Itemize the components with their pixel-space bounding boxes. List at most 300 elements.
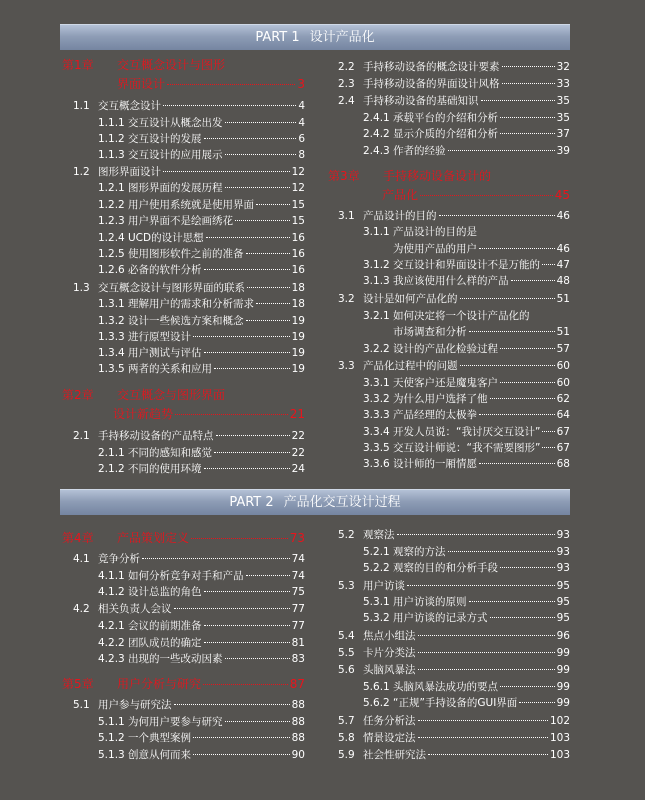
toc-entry[interactable] [338,732,570,745]
entry-number: 1.2.2 [98,199,125,211]
dot-leader [163,105,296,106]
entry-page: 88 [291,699,305,711]
entry-title: 天使客户还是魔鬼客户 [393,377,498,389]
chapter-3-cont[interactable] [382,188,570,203]
entry-page: 4 [298,117,305,129]
dot-leader [225,721,290,722]
entry-number: 5.4 [338,630,355,642]
toc-entry[interactable] [338,715,570,728]
dot-leader [246,575,290,576]
entry-page: 35 [556,95,570,107]
entry-number: 1.2.6 [98,264,125,276]
dot-leader [500,567,555,568]
entry-number: 1.3.4 [98,347,125,359]
dot-leader [247,287,290,288]
dot-leader [500,686,555,687]
entry-number: 1.2 [73,166,90,178]
dot-leader [439,215,555,216]
entry-page: 88 [291,732,305,744]
entry-page: 102 [549,715,570,727]
entry-title: 头脑风暴法 [363,664,416,676]
dot-leader [500,117,555,118]
entry-page: 81 [291,637,305,649]
entry-number: 5.6.1 [363,681,390,693]
dot-leader [502,83,555,84]
entry-page: 46 [556,210,570,222]
entry-title: 理解用户的需求和分析需求 [128,298,254,310]
dot-leader [175,414,288,415]
dot-leader [407,585,555,586]
entry-page: 32 [556,61,570,73]
entry-title: 情景设定法 [363,732,416,744]
dot-leader [511,280,555,281]
dot-leader [418,652,555,653]
toc-entry[interactable] [98,653,305,666]
entry-number: 5.1.2 [98,732,125,744]
entry-number: 4.2 [73,603,90,615]
entry-title: 一个典型案例 [128,732,191,744]
entry-title: 用户参与研究法 [98,699,172,711]
entry-title: 竞争分析 [98,553,140,565]
entry-title: 进行原型设计 [128,331,191,343]
entry-title: 创意从何而来 [128,749,191,761]
entry-number: 5.3.1 [363,596,390,608]
toc-entry[interactable] [363,426,570,439]
entry-page: 103 [549,732,570,744]
entry-page: 19 [291,331,305,343]
entry-title: 交互设计的应用展示 [128,149,223,161]
toc-entry[interactable] [98,620,305,633]
entry-page: 96 [556,630,570,642]
toc-entry[interactable] [363,226,570,239]
toc-entry[interactable] [363,112,570,125]
dot-leader [460,365,555,366]
toc-entry[interactable] [73,166,305,179]
toc-entry[interactable] [338,61,570,74]
entry-page: 12 [291,166,305,178]
entry-title: 焦点小组法 [363,630,416,642]
entry-page: 37 [556,128,570,140]
dot-leader [542,447,554,448]
toc-entry[interactable] [338,210,570,223]
toc-entry[interactable] [363,259,570,272]
entry-number: 2.4.1 [363,112,390,124]
dot-leader [418,737,548,738]
toc-entry[interactable] [363,128,570,141]
entry-title: 产品化过程中的问题 [363,360,458,372]
entry-title: 不同的感知和感觉 [128,447,212,459]
dot-leader [490,617,555,618]
entry-page: 67 [556,426,570,438]
toc-entry[interactable] [98,570,305,583]
entry-title: 开发人员说：“我讨厌交互设计” [393,426,541,438]
entry-title: 卡片分类法 [363,647,416,659]
toc-entry[interactable] [73,699,305,712]
dot-leader [206,237,290,238]
chapter-2-cont[interactable] [113,407,305,422]
dot-leader [448,551,555,552]
chapter-4[interactable] [62,531,305,546]
entry-page: 15 [291,199,305,211]
entry-number: 1.3.1 [98,298,125,310]
entry-title: 必备的软件分析 [128,264,202,276]
entry-title: 观察的目的和分析手段 [393,562,498,574]
toc-entry[interactable] [338,580,570,593]
dot-leader [420,195,553,196]
toc-entry[interactable] [338,293,570,306]
chapter-title: 手持移动设备设计的 [383,169,492,183]
dot-leader [163,171,290,172]
entry-number: 2.2 [338,61,355,73]
toc-entry[interactable] [363,393,570,406]
toc-entry[interactable] [338,630,570,643]
entry-number: 5.1.3 [98,749,125,761]
entry-number: 4.2.1 [98,620,125,632]
toc-entry[interactable] [363,596,570,609]
entry-title: “正规”手持设备的GUI界面 [393,697,518,709]
part-label: PART 2 [229,495,274,510]
dot-leader [500,382,555,383]
entry-page: 51 [556,293,570,305]
entry-page: 15 [291,215,305,227]
entry-page: 48 [556,275,570,287]
chapter-title: 交互概念设计与图形 [117,58,226,72]
entry-number: 1.1.3 [98,149,125,161]
toc-entry[interactable] [98,133,305,146]
entry-page: 93 [556,529,570,541]
dot-leader [246,253,290,254]
entry-number: 3.3.4 [363,426,390,438]
part-label: PART 1 [255,30,300,45]
dot-leader [225,154,297,155]
entry-number: 2.4.3 [363,145,390,157]
entry-number: 5.8 [338,732,355,744]
entry-title: 产品设计的目的是 [393,226,477,238]
entry-page: 95 [556,596,570,608]
toc-entry[interactable] [363,562,570,575]
dot-leader [500,133,555,134]
dot-leader [469,601,555,602]
chapter-title-cont: 界面设计 [117,77,166,91]
entry-title: 设计总监的角色 [128,586,202,598]
entry-title-cont: 为使用产品的用户 [393,243,477,255]
entry-title: 为何用户要参与研究 [128,716,223,728]
entry-title: 交互概念设计与图形界面的联系 [98,282,245,294]
entry-page: 74 [291,570,305,582]
entry-title-cont: 市场调查和分析 [393,326,467,338]
dot-leader [479,248,555,249]
entry-title: 显示介质的介绍和分析 [393,128,498,140]
entry-page: 57 [556,343,570,355]
dot-leader [204,591,290,592]
entry-page: 39 [556,145,570,157]
entry-title: 设计是如何产品化的 [363,293,458,305]
chapter-title: 交互概念与图形界面 [117,388,226,402]
dot-leader [500,348,555,349]
entry-number: 3.3.1 [363,377,390,389]
part-title: 设计产品化 [309,30,375,45]
dot-leader [204,468,290,469]
toc-entry[interactable] [98,716,305,729]
entry-title: 社会性研究法 [363,749,426,761]
entry-number: 5.6.2 [363,697,390,709]
toc-entry[interactable] [73,603,305,616]
toc-entry[interactable] [73,100,305,113]
dot-leader [542,264,555,265]
toc-entry[interactable] [338,647,570,660]
toc-entry[interactable] [98,363,305,376]
entry-page: 16 [291,264,305,276]
entry-title: 手持移动设备的基础知识 [363,95,479,107]
dot-leader [204,625,290,626]
entry-number: 3.3 [338,360,355,372]
entry-title: 作者的经验 [393,145,446,157]
entry-page: 99 [556,697,570,709]
toc-entry[interactable] [338,529,570,542]
toc-entry[interactable] [363,310,570,323]
chapter-number: 第4章 [62,531,94,545]
entry-number: 5.2.2 [363,562,390,574]
entry-title: 承载平台的介绍和分析 [393,112,498,124]
entry-title: 用户使用系统就是使用界面 [128,199,254,211]
entry-title: 用户访谈的原则 [393,596,467,608]
entry-number: 4.1.1 [98,570,125,582]
entry-page: 16 [291,232,305,244]
toc-entry[interactable] [363,275,570,288]
dot-leader [225,122,297,123]
chapter-2[interactable] [62,388,305,403]
entry-page: 8 [298,149,305,161]
entry-page: 93 [556,562,570,574]
toc-entry[interactable] [98,182,305,195]
entry-page: 35 [556,112,570,124]
entry-page: 19 [291,347,305,359]
dot-leader [203,684,288,685]
chapter-1-cont[interactable] [117,77,305,92]
entry-title: 交互设计的发展 [128,133,202,145]
chapter-5[interactable] [62,677,305,692]
entry-number: 2.4 [338,95,355,107]
toc-entry[interactable] [363,697,570,710]
entry-number: 2.1.2 [98,463,125,475]
entry-number: 5.1 [73,699,90,711]
dot-leader [448,150,555,151]
entry-number: 4.2.2 [98,637,125,649]
entry-number: 1.1 [73,100,90,112]
dot-leader [479,463,555,464]
toc-entry[interactable] [98,331,305,344]
entry-number: 1.3.5 [98,363,125,375]
part2-banner [60,489,570,515]
chapter-3[interactable] [328,169,570,184]
toc-entry[interactable] [73,553,305,566]
toc-entry[interactable] [98,117,305,130]
dot-leader [193,336,290,337]
entry-page: 95 [556,612,570,624]
chapter-page: 21 [289,407,305,421]
dot-leader [225,658,290,659]
entry-number: 5.3.2 [363,612,390,624]
toc-entry[interactable] [98,732,305,745]
entry-page: 88 [291,716,305,728]
entry-title: 观察的方法 [393,546,446,558]
entry-number: 3.3.6 [363,458,390,470]
toc-entry[interactable] [338,78,570,91]
toc-entry[interactable] [73,430,305,443]
dot-leader [193,754,290,755]
entry-number: 5.7 [338,715,355,727]
dot-leader [542,431,554,432]
toc-entry[interactable] [338,664,570,677]
toc-entry-cont[interactable] [393,326,570,339]
toc-entry[interactable] [363,681,570,694]
chapter-number: 第2章 [62,388,94,402]
entry-number: 5.2.1 [363,546,390,558]
chapter-page: 3 [297,77,305,91]
dot-leader [469,331,555,332]
toc-entry[interactable] [363,442,570,455]
entry-number: 3.1.2 [363,259,390,271]
toc-entry[interactable] [98,232,305,245]
toc-entry[interactable] [98,298,305,311]
entry-number: 2.1 [73,430,90,442]
toc-entry[interactable] [363,377,570,390]
dot-leader [235,220,290,221]
toc-entry[interactable] [98,463,305,476]
dot-leader [174,608,290,609]
toc-entry[interactable] [73,282,305,295]
entry-number: 3.1.3 [363,275,390,287]
chapter-page: 45 [554,188,570,202]
entry-page: 60 [556,377,570,389]
dot-leader [418,720,548,721]
toc-entry[interactable] [98,149,305,162]
entry-title: 观察法 [363,529,395,541]
part-title: 产品化交互设计过程 [283,495,401,510]
dot-leader [246,320,290,321]
toc-entry[interactable] [338,95,570,108]
entry-page: 77 [291,620,305,632]
toc-entry[interactable] [363,458,570,471]
toc-entry[interactable] [98,199,305,212]
entry-title: 相关负责人会议 [98,603,172,615]
entry-number: 3.3.2 [363,393,390,405]
entry-title: 头脑风暴法成功的要点 [393,681,498,693]
entry-title: 设计的产品化检验过程 [393,343,498,355]
entry-page: 60 [556,360,570,372]
dot-leader [418,635,555,636]
toc-entry[interactable] [98,749,305,762]
dot-leader [225,187,290,188]
entry-title: 手持移动设备的界面设计风格 [363,78,500,90]
toc-entry[interactable] [338,360,570,373]
dot-leader [204,642,290,643]
entry-page: 77 [291,603,305,615]
entry-page: 6 [298,133,305,145]
toc-entry-cont[interactable] [393,243,570,256]
dot-leader [204,138,297,139]
toc-entry[interactable] [98,586,305,599]
toc-entry[interactable] [98,347,305,360]
entry-page: 22 [291,430,305,442]
dot-leader [397,534,555,535]
entry-number: 4.2.3 [98,653,125,665]
toc-entry[interactable] [98,315,305,328]
chapter-1[interactable] [62,58,305,73]
entry-title: 设计一些候选方案和概念 [128,315,244,327]
dot-leader [216,435,290,436]
entry-title: 使用图形软件之前的准备 [128,248,244,260]
entry-page: 51 [556,326,570,338]
dot-leader [191,538,288,539]
entry-title: 图形界面设计 [98,166,161,178]
dot-leader [481,100,555,101]
dot-leader [460,298,555,299]
entry-page: 75 [291,586,305,598]
toc-entry[interactable] [363,409,570,422]
entry-number: 5.3 [338,580,355,592]
entry-title: 会议的前期准备 [128,620,202,632]
dot-leader [519,702,554,703]
toc-entry[interactable] [98,447,305,460]
entry-page: 4 [298,100,305,112]
entry-number: 3.2.2 [363,343,390,355]
entry-page: 93 [556,546,570,558]
toc-entry[interactable] [98,215,305,228]
entry-title: 出现的一些改动因素 [128,653,223,665]
entry-number: 3.2.1 [363,310,390,322]
entry-number: 5.2 [338,529,355,541]
entry-page: 83 [291,653,305,665]
entry-number: 1.1.1 [98,117,125,129]
entry-number: 5.1.1 [98,716,125,728]
entry-title: 用户界面不是绘画绣花 [128,215,233,227]
entry-number: 4.1.2 [98,586,125,598]
entry-number: 3.3.3 [363,409,390,421]
toc-entry[interactable] [363,145,570,158]
part1-banner [60,24,570,50]
entry-number: 1.2.5 [98,248,125,260]
toc-entry[interactable] [363,546,570,559]
entry-title: 交互设计从概念出发 [128,117,223,129]
entry-page: 95 [556,580,570,592]
entry-page: 74 [291,553,305,565]
entry-number: 1.1.2 [98,133,125,145]
entry-page: 90 [291,749,305,761]
entry-page: 67 [556,442,570,454]
toc-entry[interactable] [363,612,570,625]
entry-title: 设计师的一厢情愿 [393,458,477,470]
entry-title: 我应该使用什么样的产品 [393,275,509,287]
entry-title: 任务分析法 [363,715,416,727]
toc-entry[interactable] [338,749,570,762]
entry-title: 产品设计的目的 [363,210,437,222]
toc-entry[interactable] [98,264,305,277]
entry-number: 5.5 [338,647,355,659]
toc-entry[interactable] [363,343,570,356]
toc-entry[interactable] [98,248,305,261]
entry-page: 16 [291,248,305,260]
entry-title: UCD的设计思想 [128,232,204,244]
entry-title: 交互概念设计 [98,100,161,112]
entry-title: 用户测试与评估 [128,347,202,359]
entry-number: 1.2.1 [98,182,125,194]
entry-number: 1.3 [73,282,90,294]
toc-entry[interactable] [98,637,305,650]
entry-page: 18 [291,298,305,310]
entry-number: 3.1.1 [363,226,390,238]
dot-leader [174,704,290,705]
